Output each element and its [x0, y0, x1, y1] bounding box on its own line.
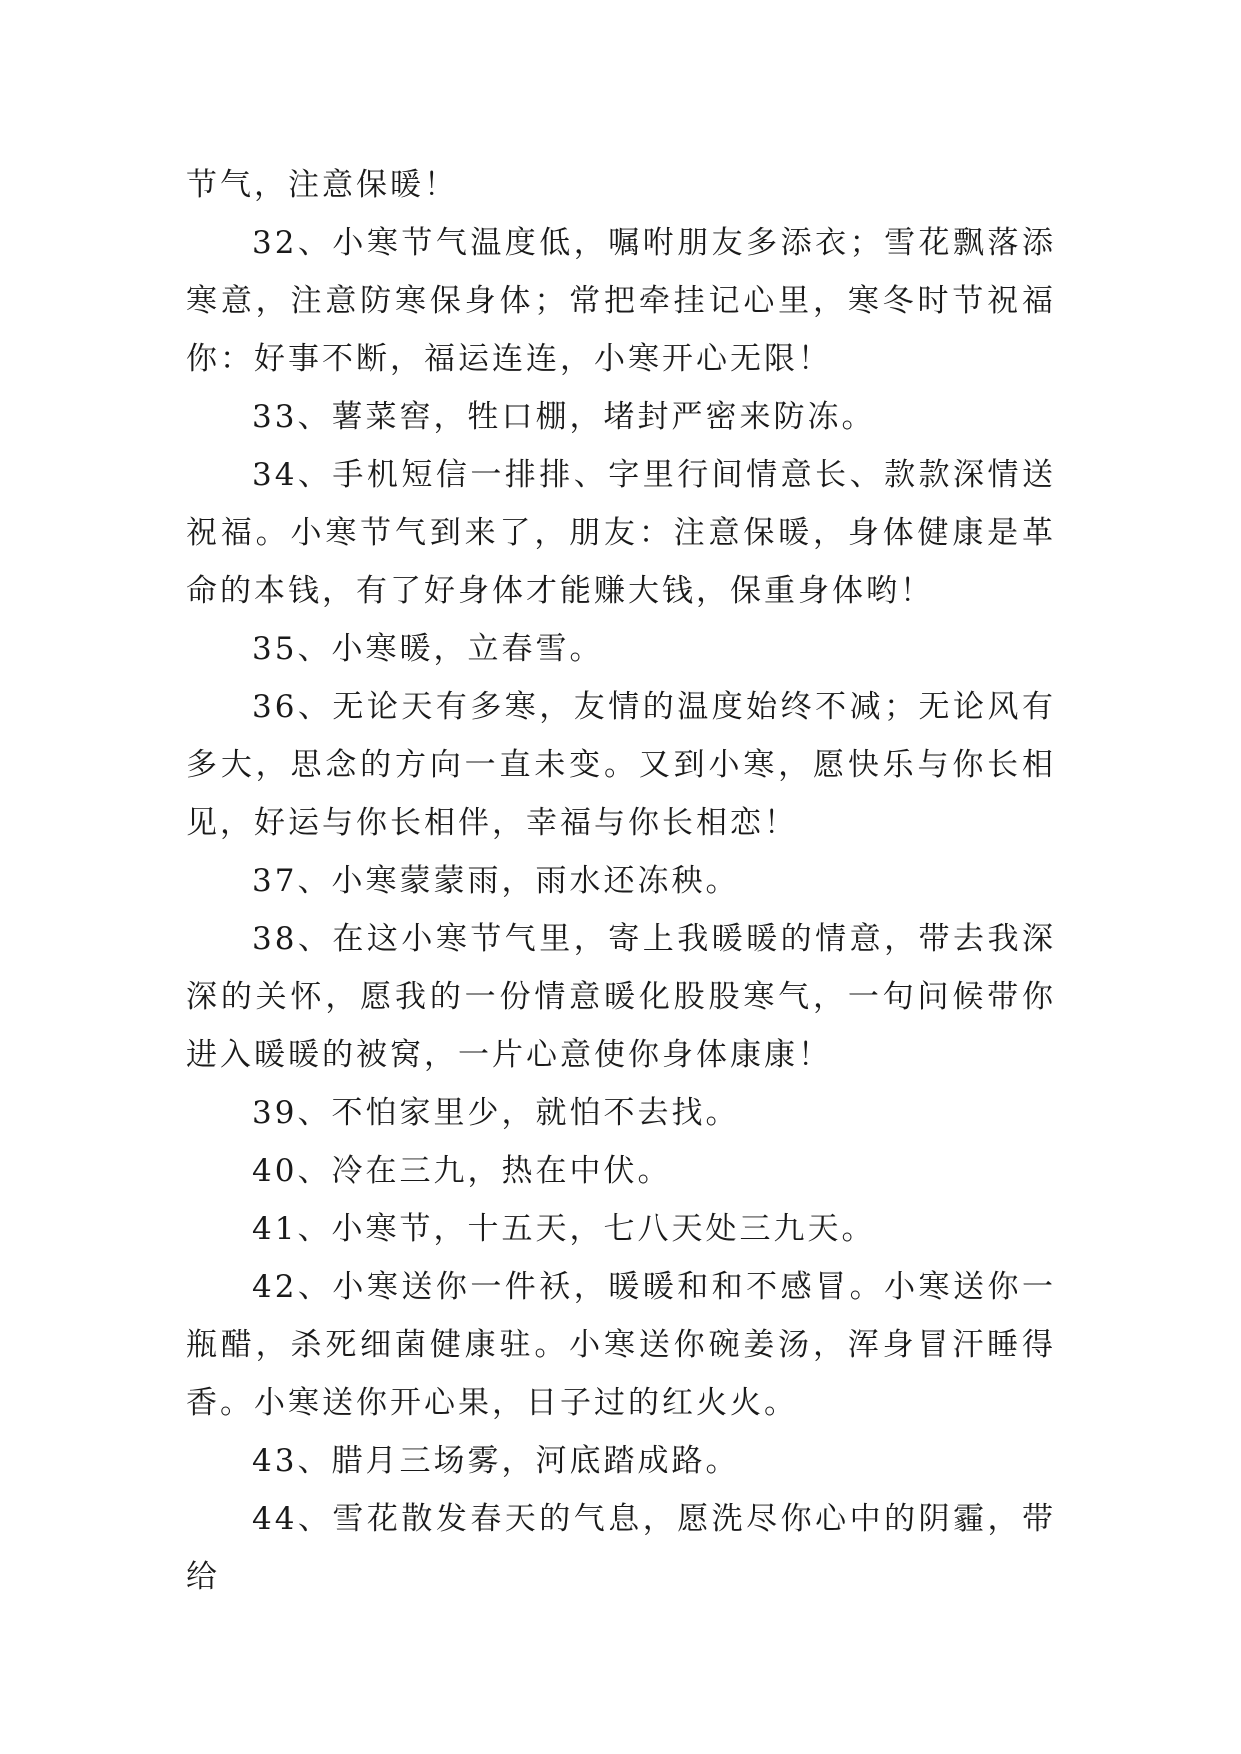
paragraph-44: 44、雪花散发春天的气息，愿洗尽你心中的阴霾，带给 [186, 1501, 1056, 1595]
paragraph-42: 42、小寒送你一件袄，暖暖和和不感冒。小寒送你一瓶醋，杀死细菌健康驻。小寒送你碗姜汤，浑身冒汗睡得香。小寒送你开心果，日子过的红火火。 [186, 1269, 1056, 1421]
document-body [186, 156, 1056, 1606]
paragraph-35: 35、小寒暖，立春雪。 [252, 631, 604, 667]
paragraph-37: 37、小寒蒙蒙雨，雨水还冻秧。 [252, 863, 740, 899]
paragraph-33: 33、薯菜窖，牲口棚，堵封严密来防冻。 [252, 399, 876, 435]
paragraph-38: 38、在这小寒节气里，寄上我暖暖的情意，带去我深深的关怀，愿我的一份情意暖化股股寒气，一句问候带你进入暖暖的被窝，一片心意使你身体康康！ [186, 921, 1056, 1073]
paragraph-36: 36、无论天有多寒，友情的温度始终不减；无论风有多大，思念的方向一直未变。又到小寒，愿快乐与你长相见，好运与你长相伴，幸福与你长相恋！ [186, 689, 1056, 841]
paragraph-continuation: 节气，注意保暖！ [186, 167, 458, 203]
paragraph-41: 41、小寒节，十五天，七八天处三九天。 [252, 1211, 876, 1247]
paragraph-40: 40、冷在三九，热在中伏。 [252, 1153, 672, 1189]
paragraph-39: 39、不怕家里少，就怕不去找。 [252, 1095, 740, 1131]
paragraph-32: 32、小寒节气温度低，嘱咐朋友多添衣；雪花飘落添寒意，注意防寒保身体；常把牵挂记心里，寒冬时节祝福你：好事不断，福运连连，小寒开心无限！ [186, 225, 1056, 377]
paragraph-43: 43、腊月三场雾，河底踏成路。 [252, 1443, 740, 1479]
paragraph-34: 34、手机短信一排排、字里行间情意长、款款深情送祝福。小寒节气到来了，朋友：注意保暖，身体健康是革命的本钱，有了好身体才能赚大钱，保重身体哟！ [186, 457, 1056, 609]
